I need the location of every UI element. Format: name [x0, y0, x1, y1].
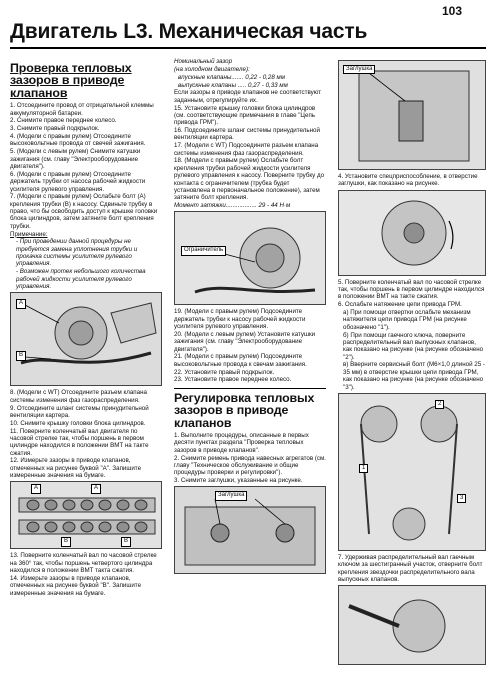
step: 22. Установите правый подкрылок.: [174, 368, 275, 376]
figure-label-plug: Заглушка: [215, 491, 247, 500]
step: 7. (Модели с правым рулем) Ослабьте болт (A) крепления трубки (B) к насосу. Сдвиньте трубку в право, что бы освободить доступ к крышке головки блока цилиндров, затем затяните болт крепления трубки.: [10, 193, 158, 230]
figure-label-plug: Заглушка: [343, 65, 375, 74]
step: 3. Снимите правый подкрылок.: [10, 125, 100, 133]
spec-exhaust: выпускные клапаны ..... 0,27 - 0,33 мм: [178, 81, 288, 89]
figure-camshaft-valves: [10, 481, 162, 549]
step: 4. Установите спецприспособление, в отверстие заглушки, как показано на рисунке.: [338, 173, 478, 188]
step: 3. Снимите заглушки, указанные на рисунке.: [174, 477, 303, 485]
step: 7. Удерживая распределительный вал гаечным ключом за шестигранный участок, отверните болт крепления звездочки распределительного вала выпускных клапанов.: [338, 553, 483, 583]
section-heading-adjust: Регулировка тепловых зазоров в приводе клапанов: [174, 388, 326, 429]
substep: б) При помощи гаечного ключа, поверните распределительный вал выпускных клапанов, как показано на рисунке (на рисунке обозначено "2").: [343, 331, 484, 361]
step: 20. (Модели с левым рулем) Установите катушки зажигания (см. главу "Электрооборудование двигателя").: [174, 330, 316, 353]
step: 1. Выполните процедуры, описанные в первых десяти пунктах раздела "Проверка тепловых зазоров в приводе клапанов".: [174, 432, 309, 454]
middle-column: [174, 58, 326, 577]
step: 19. (Модели с правым рулем) Подсоедините держатель трубки к насосу рабочей жидкости усилителя рулевого управления.: [174, 308, 306, 331]
step: 16. Подсоедините шланг системы принудительной вентиляции картера.: [174, 127, 320, 142]
figure-plugs: [174, 486, 326, 574]
substep: в) Вверните сервисный болт (M6×1,0 длиной 25 - 35 мм) в отверстие крышки цепи привода ГРМ, как показано на рисунке (на рисунке обозначено "3").: [343, 361, 485, 391]
figure-special-tool: [338, 60, 486, 170]
step: 23. Установите правое переднее колесо.: [174, 376, 292, 384]
step: 15. Установите крышку головки блока цилиндров (см. соответствующие примечания в главе "Цепь привода ГРМ").: [174, 104, 316, 127]
figure-sprocket-bolt: [338, 585, 486, 665]
figure-limiter: [174, 211, 326, 305]
figure-sprocket-bolt-drawing: [339, 586, 486, 664]
step: 17. (Модели с WT) Подсоедините разъем клапана системы изменения фаз газораспределения.: [174, 142, 319, 157]
step: 9. Отсоедините шланг системы принудительной вентиляции картера.: [10, 404, 149, 419]
step: 6. Ослабьте натяжение цепи привода ГРМ.: [338, 301, 462, 309]
torque-spec: Момент затяжки.................. 29 - 44 Н·м: [174, 202, 291, 210]
figure-plugs-drawing: [175, 487, 326, 573]
spec-condition: (на холодном двигателе):: [174, 65, 250, 73]
figure-label-b: B: [121, 537, 131, 546]
step: 5. Поверните коленчатый вал по часовой стрелке так, чтобы поршень в первом цилиндре находился в положении ВМТ на такте сжатия.: [338, 278, 485, 301]
note-line: - Возможен протек небольшого количества рабочей жидкости усилителя рулевого управления.: [16, 268, 146, 290]
step: Если зазоры в приводе клапанов не соответствуют заданным, отрегулируйте их.: [174, 89, 322, 104]
figure-number-2: 2: [435, 400, 444, 409]
spec-intake: впускные клапаны....... 0,22 - 0,28 мм: [178, 73, 285, 81]
step: 18. (Модели с правым рулем) Ослабьте болт крепления трубки рабочей жидкости усилителя рулевого управления к насосу. Поверните трубку до контакта с ограничителем (трубка будет установлена в первоначальное положение), затем затяните болт крепления.: [174, 157, 325, 202]
figure-limiter-drawing: [175, 212, 326, 304]
figure-label-b: B: [61, 537, 71, 546]
right-column: [338, 58, 486, 668]
step: 21. (Модели с правым рулем) Подсоедините высоковольтные провода к свечам зажигания.: [174, 353, 307, 368]
step: 2. Снимите ремень привода навесных агрегатов (см. главу "Техническое обслуживание и общие процедуры проверки и регулировки").: [174, 454, 326, 477]
title-rule: [10, 47, 486, 49]
figure-label-b: B: [16, 351, 26, 360]
figure-crank-tdc-drawing: [339, 191, 486, 275]
figure-label-limiter: Ограничитель: [181, 246, 226, 255]
step: 2. Снимите правое переднее колесо.: [10, 117, 117, 125]
figure-label-a: A: [91, 484, 101, 493]
figure-crank-tdc: [338, 190, 486, 276]
left-column: [10, 58, 162, 598]
spec-title: Номинальный зазор: [174, 58, 233, 65]
step: 11. Поверните коленчатый вал двигателя по часовой стрелке так, чтобы поршень в первом цилиндре находился в положении ВМТ на такте сжатия.: [10, 427, 149, 457]
figure-pump-tube-drawing: [11, 293, 162, 385]
figure-special-tool-drawing: [339, 61, 486, 169]
page-title: Двигатель L3. Механическая часть: [10, 20, 368, 43]
figure-number-3: 3: [457, 494, 466, 503]
substep: а) При помощи отвертки ослабьте механизм натяжителя цепи привода ГРМ (на рисунке обозначено "1").: [343, 309, 471, 331]
figure-number-1: 1: [359, 464, 368, 473]
page-number: 103: [442, 4, 463, 18]
section-heading-check: Проверка тепловых зазоров в приводе клапанов: [10, 61, 132, 100]
figure-label-a: A: [31, 484, 41, 493]
step: 12. Измерьте зазоры в приводе клапанов, отмеченных на рисунке буквой "A". Запишите измеренные значения на бумаге.: [10, 457, 142, 480]
note-label: Примечание:: [10, 230, 48, 238]
step: 5. (Модели с левым рулем) Снимите катушки зажигания (см. главу "Электрооборудование двигателя").: [10, 148, 141, 170]
figure-timing-chain: [338, 393, 486, 551]
note-line: - При проведении данной процедуры не требуется замена уплотнения трубки и прокачка системы усилителя рулевого управления.: [16, 238, 138, 268]
step: 1. Отсоедините провод от отрицательной клеммы аккумуляторной батареи.: [10, 102, 154, 117]
step: 4. (Модели с правым рулем) Отсоедините высоковольтные провода от свечей зажигания.: [10, 133, 146, 148]
step: 8. (Модели с WT) Отсоедините разъем клапана системы изменения фаз газораспределения.: [10, 389, 147, 404]
step: 6. (Модели с правым рулем) Отсоедините держатель трубки от насоса рабочей жидкости усилителя рулевого управления.: [10, 170, 146, 193]
figure-pump-tube: [10, 292, 162, 386]
step: 13. Поверните коленчатый вал по часовой стрелке на 360° так, чтобы поршень четвертого цилиндра находился в положении ВМТ такта сжатия.: [10, 552, 157, 575]
figure-label-a: A: [16, 299, 26, 308]
step: 10. Снимите крышку головки блока цилиндров.: [10, 419, 146, 427]
step: 14. Измерьте зазоры в приводе клапанов, отмеченных на рисунке буквой "B". Запишите измеренные значения на бумаге.: [10, 574, 142, 597]
